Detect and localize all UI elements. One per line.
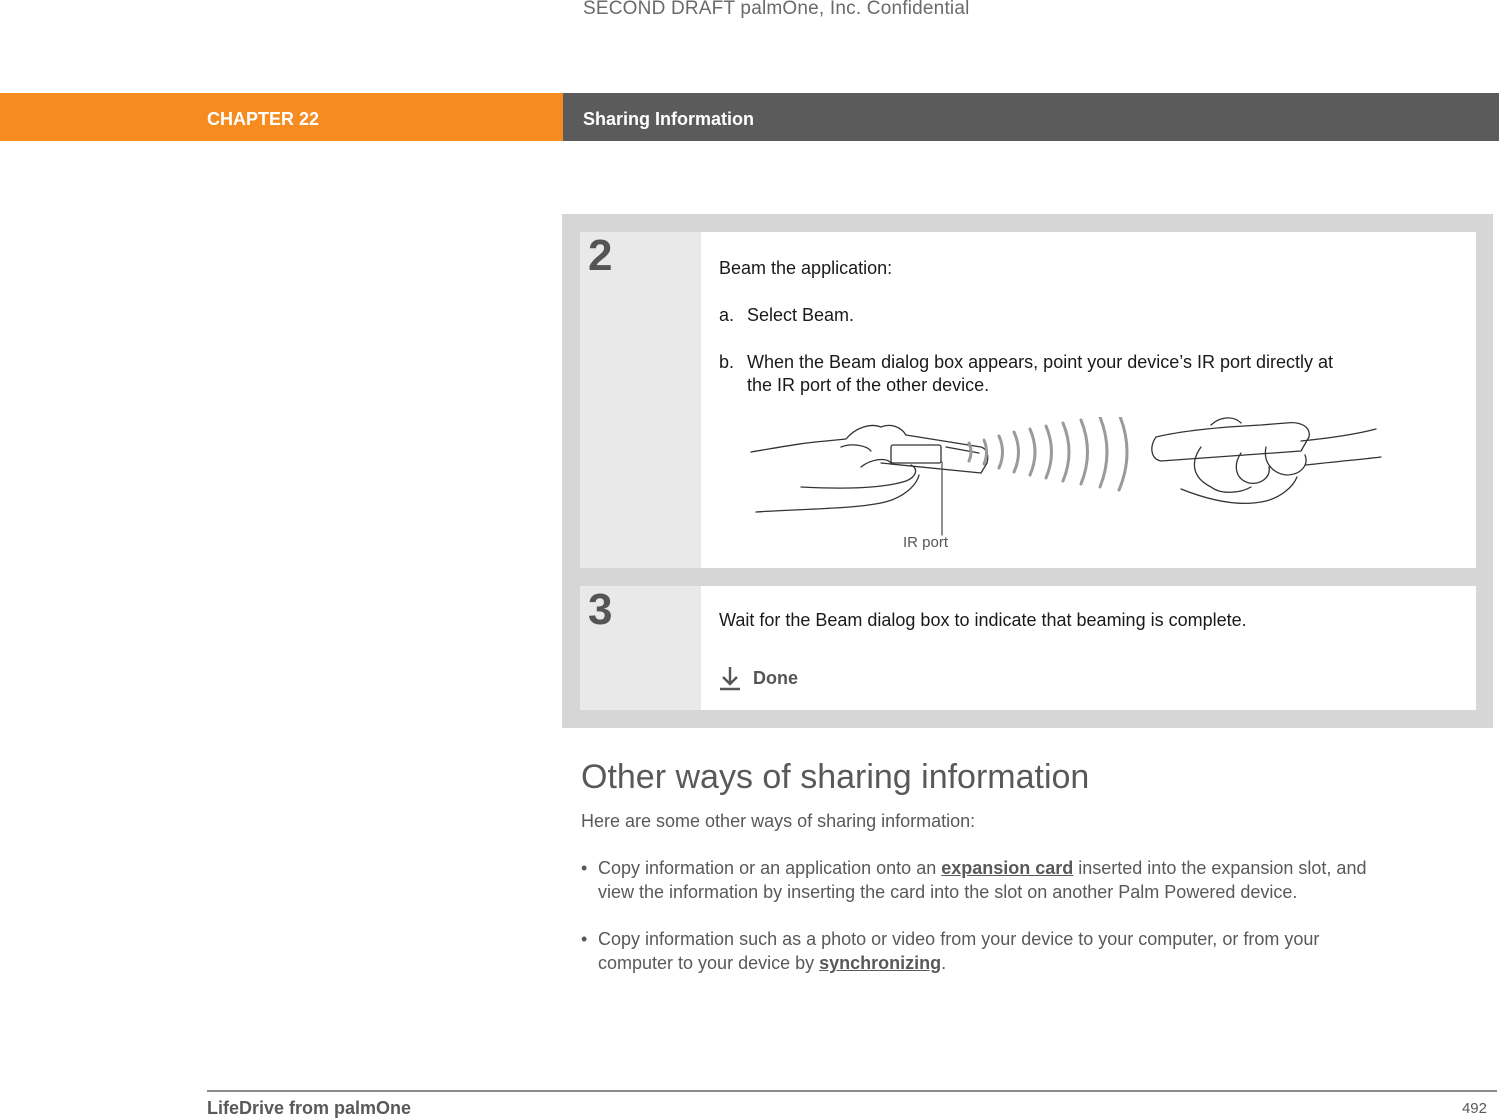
- ir-port-caption: IR port: [903, 534, 949, 551]
- list-item-text: [598, 927, 1498, 975]
- substep-a-text: Select Beam.: [747, 305, 855, 325]
- beaming-illustration: [741, 417, 1401, 547]
- step-body: [701, 586, 1476, 710]
- substep-b-marker: b.: [719, 352, 735, 372]
- list-item-text-part: inserted into the expansion slot, and: [1073, 858, 1367, 878]
- list-item-text-part: Copy information such as a photo or video from your device to your computer, or from your: [598, 929, 1320, 949]
- substep-b-text-line1: When the Beam dialog box appears, point your device’s IR port directly at: [747, 352, 1333, 372]
- footer-divider: [207, 1090, 1497, 1092]
- bullet-marker: •: [581, 929, 588, 949]
- list-item-text-part: view the information by inserting the card into the slot on another Palm Powered device.: [598, 882, 1298, 902]
- step-number-cell: [580, 586, 701, 710]
- chapter-label: CHAPTER 22: [207, 109, 320, 129]
- ir-beam-icon: [969, 417, 1127, 490]
- section-intro: Here are some other ways of sharing information:: [581, 811, 976, 831]
- list-item-text-part: Copy information or an application onto an: [598, 858, 942, 878]
- done-arrow-icon: [719, 666, 741, 692]
- synchronizing-link[interactable]: synchronizing: [819, 953, 942, 973]
- section-tab: [563, 93, 1499, 141]
- list-item-text: [598, 856, 1498, 904]
- bullet-marker: •: [581, 858, 588, 878]
- steps-panel: [562, 214, 1493, 728]
- step-3: [580, 586, 1476, 710]
- section-heading: Other ways of sharing information: [581, 758, 1090, 796]
- page-number: 492: [1461, 1100, 1487, 1117]
- chapter-tab: [0, 93, 563, 141]
- list-item-text-part: computer to your device by: [598, 953, 820, 973]
- step-number-cell: [580, 232, 701, 568]
- expansion-card-link[interactable]: expansion card: [941, 858, 1074, 878]
- section-title: Sharing Information: [583, 109, 754, 129]
- step-2: [580, 232, 1476, 568]
- step-instruction: Wait for the Beam dialog box to indicate that beaming is complete.: [719, 610, 1247, 630]
- step-body: [701, 232, 1476, 568]
- chapter-header-bar: [0, 93, 1499, 141]
- substep-a-marker: a.: [719, 305, 735, 325]
- substep-b-text-line2: the IR port of the other device.: [747, 375, 990, 395]
- draft-watermark: SECOND DRAFT palmOne, Inc. Confidential: [583, 0, 970, 19]
- right-hand-device-icon: [1152, 418, 1381, 503]
- left-hand-device-icon: [751, 425, 988, 512]
- done-label: Done: [753, 668, 798, 688]
- footer-title: LifeDrive from palmOne: [207, 1098, 412, 1118]
- step-number: 3: [588, 585, 613, 634]
- list-item-text-part: .: [941, 953, 947, 973]
- step-instruction: Beam the application:: [719, 258, 893, 278]
- step-number: 2: [588, 231, 613, 280]
